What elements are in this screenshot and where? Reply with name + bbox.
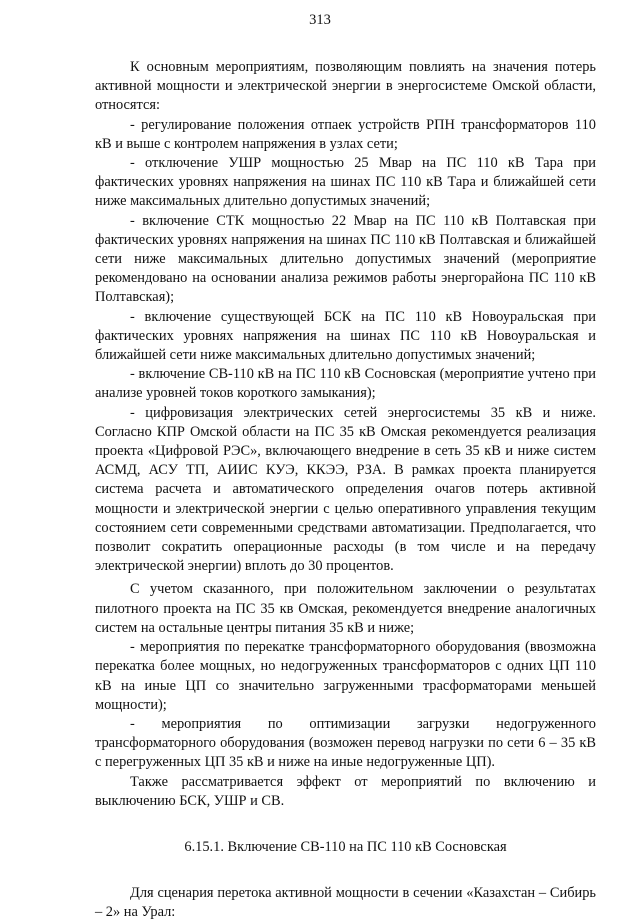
list-item-sv: - включение СВ-110 кВ на ПС 110 кВ Сосновская (мероприятие учтено при анализе уровней токов короткого замыкания); — [95, 366, 596, 402]
document-body — [95, 58, 596, 923]
intro-paragraph: К основным мероприятиям, позволяющим повлиять на значения потерь активной мощности и электрической энергии в энергосистеме Омской области, относятся: — [95, 59, 596, 114]
page-number: 313 — [309, 12, 331, 28]
section-heading: 6.15.1. Включение СВ-110 на ПС 110 кВ Сосновская — [184, 838, 507, 855]
list-item-rpn: - регулирование положения отпаек устройств РПН трансформаторов 110 кВ и выше с контролем напряжения в узлах сети; — [95, 116, 596, 152]
list-item-transformer-swap: - мероприятия по перекатке трансформаторного оборудования (ввозможна перекатка более мощных, но недогруженных трансформаторов с одних ЦП 110 кВ на иные ЦП со значительно загруженными трасформаторами меньшей мощности); — [95, 639, 596, 713]
list-item-digitalization: - цифровизация электрических сетей энергосистемы 35 кВ и ниже. Согласно КПР Омской области на ПС 35 кВ Омская рекомендуется реализация проекта «Цифровой РЭС», включающего внедрение в сеть 35 кВ и ниже систем АСМД, АСУ ТП, АИИС КУЭ, ККЭЭ, РЗА. В рамках проекта планируется система расчета и автоматического определения очагов потерь активной мощности и электрической энергии с целью оперативного управления текущим состоянием сети современными средствами автоматизации. Предполагается, что позволит сократить операционные расходы (в том числе и на передачу электрической энергии) вплоть до 30 процентов. — [95, 404, 596, 575]
body-paragraph-scenario: Для сценария перетока активной мощности в сечении «Казахстан – Сибирь – 2» на Урал: — [95, 885, 596, 921]
list-item-load-optimization: - мероприятия по оптимизации загрузки недогруженного трансформаторного оборудования (возможен перевод нагрузки по сети 6 – 35 кВ с перегруженных ЦП 35 кВ и ниже на иные недогруженные ЦП). — [95, 715, 596, 771]
list-item-bsk: - включение существующей БСК на ПС 110 кВ Новоуральская при фактических уровнях напряжения на шинах ПС 110 кВ Новоуральская и ближайшей сети ниже максимальных длительно допустимых значений; — [95, 308, 596, 364]
body-paragraph-pilot: С учетом сказанного, при положительном заключении о результатах пилотного проекта на ПС 35 кв Омская, рекомендуется внедрение аналогичных систем на остальные центры питания 35 кВ и ниже; — [95, 581, 596, 636]
list-item-ushr: - отключение УШР мощностью 25 Мвар на ПС 110 кВ Тара при фактических уровнях напряжения на шинах ПС 110 кВ Тара и ближайшей сети ниже максимальных длительно допустимых значений; — [95, 155, 596, 210]
list-item-stk: - включение СТК мощностью 22 Мвар на ПС 110 кВ Полтавская при фактических уровнях напряжения на шинах ПС 110 кВ Полтавская и ближайшей сети ниже максимальных длительно допустимых значений (мероприятие рекомендовано на основании анализа режимов работы энергорайона ПС 110 кВ Полтавская); — [95, 212, 596, 306]
body-paragraph-effect: Также рассматривается эффект от мероприятий по включению и выключению БСК, УШР и СВ. — [95, 773, 596, 809]
